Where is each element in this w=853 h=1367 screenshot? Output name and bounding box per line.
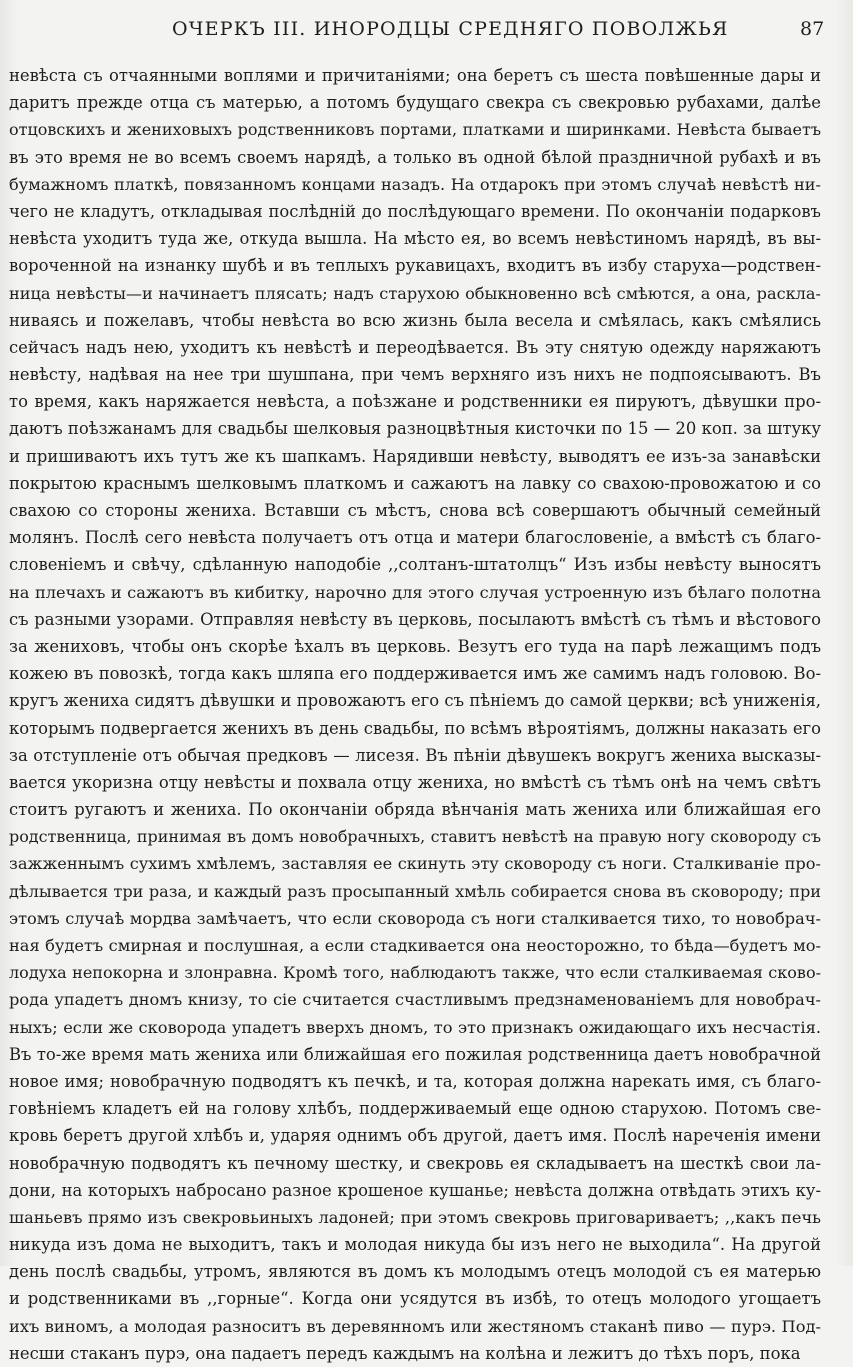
text-line: съ разными узорами. Отправляя невѣсту въ церковь, посылаютъ вмѣстѣ съ тѣмъ и вѣстового [9, 609, 821, 629]
text-line: молянъ. Послѣ сего невѣста получаетъ отъ отца и матери благословеніе, а вмѣстѣ съ благо- [9, 528, 821, 548]
text-line: лодуха непокорна и злонравна. Кромѣ того, наблюдаютъ также, что если сталкиваемая сково- [9, 963, 821, 983]
text-line: въ это время не во всемъ своемъ нарядѣ, а только въ одной бѣлой праздничной рубахѣ и въ [9, 147, 821, 167]
text-line: говѣніемъ кладетъ ей на голову хлѣбъ, поддерживаемый еще одною старухою. Потомъ све- [9, 1099, 821, 1119]
text-line: ниваясь и пожелавъ, чтобы невѣста во всю жизнь была весела и смѣялась, какъ смѣялись [9, 310, 821, 330]
text-line: чего не кладутъ, откладывая послѣдній до послѣдующаго времени. По окончаніи подарковъ [9, 201, 821, 221]
text-line: то время, какъ наряжается невѣста, а поѣзжане и родственники ея пируютъ, дѣвушки про- [9, 392, 821, 412]
text-line: родственница, принимая въ домъ новобрачныхъ, ставитъ невѣстѣ на правую ногу сковороду съ [9, 827, 821, 847]
text-line: никуда изъ дома не выходитъ, такъ и молодая никуда бы изъ него не выходила“. На другой [9, 1235, 821, 1255]
text-line: даритъ прежде отца съ матерью, а потомъ будущаго свекра съ свекровью рубахами, далѣе [9, 93, 821, 113]
text-line: ная будетъ смирная и послушная, а если стадкивается она неосторожно, то бѣда—будетъ мо- [9, 936, 821, 955]
text-line: стоитъ ругаютъ и жениха. По окончаніи обряда вѣнчанія мать жениха или ближайшая его [9, 800, 821, 820]
text-line: Въ то-же время мать жениха или ближайшая его пожилая родственница даетъ новобрачной [9, 1044, 821, 1064]
text-line: шаньевъ прямо изъ свекровьиныхъ ладоней; при этомъ свекровь приговариваетъ; ,,какъ печь [9, 1207, 821, 1227]
text-line: новое имя; новобрачную подводятъ къ печкѣ, и та, которая должна нарекать имя, съ благо- [9, 1071, 821, 1091]
text-line: дѣлывается три раза, и каждый разъ просыпанный хмѣль собирается снова въ сковороду; при [9, 881, 821, 901]
text-line: этомъ случаѣ мордва замѣчаетъ, что если сковорода съ ноги сталкивается тихо, то новобрач- [9, 908, 821, 928]
text-line: ница невѣсты—и начинаетъ плясать; надъ старухою обыкновенно всѣ смѣются, а она, раскла- [9, 283, 821, 303]
text-line: день послѣ свадьбы, утромъ, являются въ домъ къ молодымъ отецъ молодой съ ея матерью [9, 1262, 821, 1282]
text-line: бумажномъ платкѣ, повязанномъ концами назадъ. На отдарокъ при этомъ случаѣ невѣстѣ ни- [9, 174, 821, 194]
text-line: словеніемъ и свѣчу, сдѣланную наподобіе ,,солтанъ-штатолцъ“ Изъ избы невѣсту выносятъ [9, 555, 821, 575]
text-line: невѣсту, надѣвая на нее три шушпана, при чемъ верхняго изъ нихъ не подпоясываютъ. Въ [9, 365, 821, 385]
chapter-title: ОЧЕРКЪ III. ИНОРОДЦЫ СРЕДНЯГО ПОВОЛЖЬЯ [172, 18, 729, 40]
text-line: отцовскихъ и жениховыхъ родственниковъ портами, платками и ширинками. Невѣста бываетъ [9, 120, 821, 140]
text-line: несши стаканъ пурэ, она падаетъ передъ каждымъ на колѣна и лежитъ до тѣхъ поръ, пока [9, 1343, 801, 1363]
text-line: за жениховъ, чтобы онъ скорѣе ѣхалъ въ церковь. Везутъ его туда на парѣ лежащимъ подъ [9, 636, 821, 656]
text-line: за отступленіе отъ обычая предковъ — лисезя. Въ пѣніи дѣвушекъ вокругъ жениха высказы- [9, 745, 821, 765]
text-line: рода упадетъ дномъ книзу, то сіе считается счастливымъ предзнаменованіемъ для новобрач- [9, 990, 821, 1010]
text-line: вается укоризна отцу невѣсты и похвала отцу жениха, но вмѣстѣ съ тѣмъ онѣ на чемъ свѣтъ [9, 772, 821, 792]
text-line: и родственниками въ ,,горные“. Когда они усядутся въ избѣ, то отецъ молодого угощаетъ [9, 1289, 821, 1309]
text-line: новобрачную подводятъ къ печному шестку, и свекровь ея складываетъ на шесткѣ свои ла- [9, 1153, 821, 1173]
text-line: сейчасъ надъ нею, уходитъ къ невѣстѣ и переодѣвается. Въ эту снятую одежду наряжаютъ [9, 337, 821, 357]
running-header [0, 14, 853, 44]
page-number: 87 [800, 18, 825, 40]
text-line: свахою со стороны жениха. Вставши съ мѣстъ, снова всѣ совершаютъ обычный семейный [9, 501, 821, 520]
text-line: кровь беретъ другой хлѣбъ и, ударяя однимъ объ другой, даетъ имя. Послѣ нареченія имени [9, 1126, 821, 1146]
text-line: ныхъ; если же сковорода упадетъ вверхъ дномъ, то это признакъ ожидающаго ихъ несчастія. [9, 1017, 821, 1037]
text-line: на плечахъ и сажаютъ въ кибитку, нарочно для этого случая устроенную изъ бѣлаго полотна [9, 582, 821, 602]
text-line: даютъ поѣзжанамъ для свадьбы шелковыя разноцвѣтныя кисточки по 15 — 20 коп. за штуку [9, 419, 821, 439]
text-line: дони, на которыхъ набросано разное крошеное кушанье; невѣста должна отвѣдать этихъ ку- [9, 1180, 821, 1200]
text-line: кожею въ повозкѣ, тогда какъ шляпа его поддерживается имъ же самимъ надъ головою. Во- [9, 664, 821, 684]
text-line: зажженнымъ сухимъ хмѣлемъ, заставляя ее скинуть эту сковороду съ ноги. Сталкиваніе про- [9, 854, 821, 874]
text-line: невѣста съ отчаянными воплями и причитаніями; она беретъ съ шеста повѣшенные дары и [9, 66, 821, 85]
text-line: которымъ подвергается женихъ въ день свадьбы, по всѣмъ вѣроятіямъ, должны наказать его [9, 718, 821, 738]
text-line: и пришиваютъ ихъ тутъ же къ шапкамъ. Нарядивши невѣсту, выводятъ ее изъ-за занавѣски [9, 446, 821, 466]
text-line: вороченной на изнанку шубѣ и въ теплыхъ рукавицахъ, входитъ въ избу старуха—родствен- [9, 256, 821, 276]
body-text [9, 62, 821, 1367]
text-line: кругъ жениха сидятъ дѣвушки и провожаютъ его съ пѣніемъ до самой церкви; всѣ униженія, [9, 691, 821, 711]
text-line: невѣста уходитъ туда же, откуда вышла. На мѣсто ея, во всемъ невѣстиномъ нарядѣ, въ вы- [9, 229, 821, 249]
text-line: ихъ виномъ, а молодая разноситъ въ деревянномъ или жестяномъ стаканѣ пиво — пурэ. Под- [9, 1316, 821, 1336]
text-line: покрытою краснымъ шелковымъ платкомъ и сажаютъ на лавку со свахою-провожатою и со [9, 473, 821, 493]
